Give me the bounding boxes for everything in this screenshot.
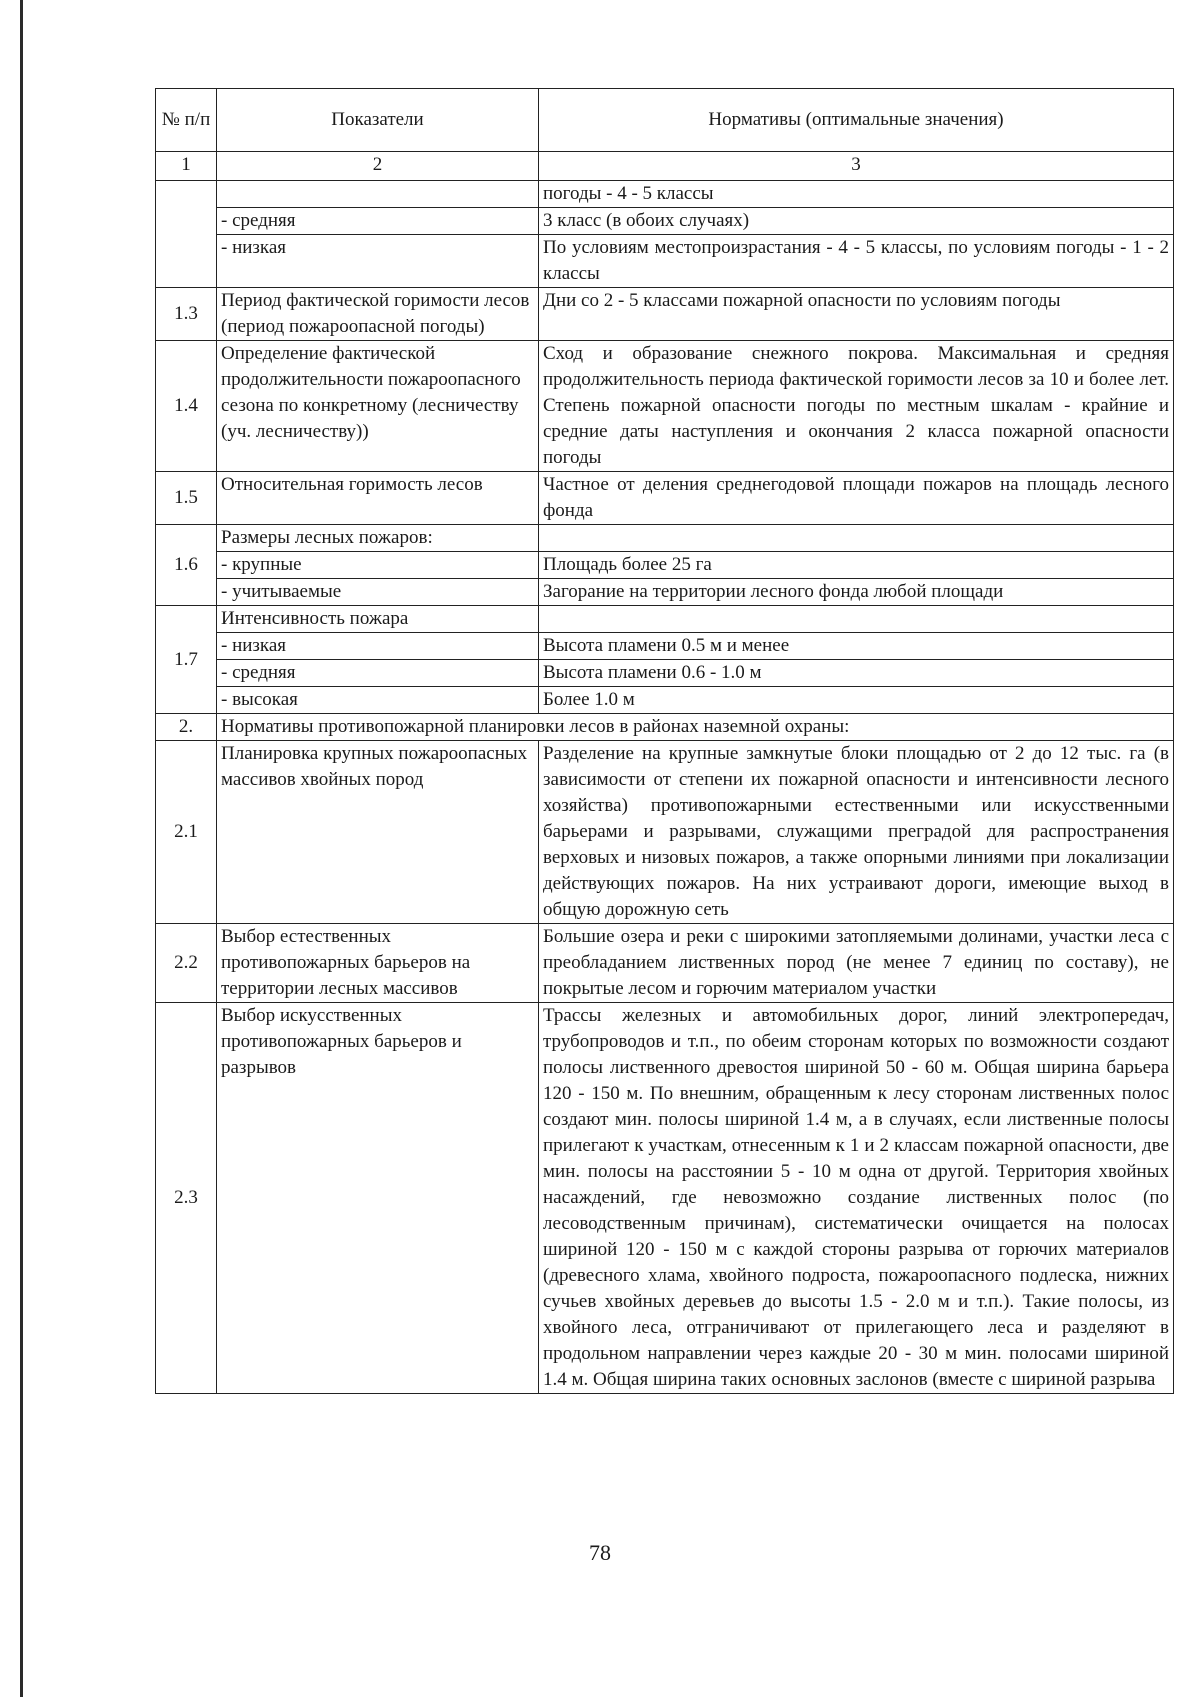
table-row [156,552,1174,579]
norm-cell [539,606,1174,633]
indicator-cell: - учитываемые [217,579,539,606]
row-num [156,181,217,288]
row-num: 1.4 [156,341,217,472]
table-row [156,235,1174,288]
table-row [156,1003,1174,1394]
indicator-cell: - средняя [217,208,539,235]
standards-table [155,88,1174,1394]
indicator-cell: Определение фактической продолжительности пожароопасного сезона по конкретному (лесничеству (уч. лесничеству)) [217,341,539,472]
header-indicators: Показатели [217,89,539,152]
norm-cell: Загорание на территории лесного фонда любой площади [539,579,1174,606]
norm-cell: 3 класс (в обоих случаях) [539,208,1174,235]
colnum-2: 2 [217,152,539,181]
table-row [156,606,1174,633]
table-row [156,208,1174,235]
indicator-cell: Размеры лесных пожаров: [217,525,539,552]
table-row [156,687,1174,714]
norm-cell: Более 1.0 м [539,687,1174,714]
indicator-cell: - крупные [217,552,539,579]
row-num: 2.2 [156,924,217,1003]
norm-cell [539,525,1174,552]
norm-cell: Высота пламени 0.6 - 1.0 м [539,660,1174,687]
norm-cell: Площадь более 25 га [539,552,1174,579]
row-num: 1.5 [156,472,217,525]
row-num: 1.7 [156,606,217,714]
indicator-cell: Выбор искусственных противопожарных барьеров и разрывов [217,1003,539,1394]
indicator-cell: Период фактической горимости лесов (период пожароопасной погоды) [217,288,539,341]
norm-cell: Дни со 2 - 5 классами пожарной опасности по условиям погоды [539,288,1174,341]
norm-cell: Разделение на крупные замкнутые блоки площадью от 2 до 12 тыс. га (в зависимости от степени их пожарной опасности и интенсивности лесного хозяйства) противопожарными естественными или искусственными барьерами и разрывами, служащими преградой для распространения верховых и низовых пожаров, а также опорными линиями при локализации действующих пожаров. На них устраивают дороги, имеющие выход в общую дорожную сеть [539,741,1174,924]
table-row [156,181,1174,208]
indicator-cell: - низкая [217,633,539,660]
column-number-row [156,152,1174,181]
norm-cell: Трассы железных и автомобильных дорог, линий электропередач, трубопроводов и т.п., по обеим сторонам которых по возможности создают полосы лиственного древостоя шириной 50 - 60 м. Общая ширина барьера 120 - 150 м. По внешним, обращенным к лесу сторонам лиственных полос создают мин. полосы шириной 1.4 м, а в случаях, если лиственные полосы прилегают к участкам, отнесенным к 1 и 2 классам пожарной опасности, две мин. полосы на расстоянии 5 - 10 м одна от другой. Территория хвойных насаждений, где невозможно создание лиственных полос (по лесоводственным причинам), систематически очищается на полосах шириной 120 - 150 м с каждой стороны разрыва от горючих материалов (древесного хлама, хвойного подроста, пожароопасного подлеска, нижних сучьев хвойных деревьев до высоты 1.5 - 2.0 м и т.п.). Такие полосы, из хвойного леса, отграничивают от прилегающего леса и разделяют в продольном направлении через каждые 20 - 30 м мин. полосами шириной 1.4 м. Общая ширина таких основных заслонов (вместе с шириной разрыва [539,1003,1174,1394]
page-number: 78 [589,1540,611,1565]
norm-cell: Высота пламени 0.5 м и менее [539,633,1174,660]
indicator-cell: - высокая [217,687,539,714]
norm-cell: Сход и образование снежного покрова. Максимальная и средняя продолжительность периода фактической горимости лесов за 10 и более лет. Степень пожарной опасности погоды по местным шкалам - крайние и средние даты наступления и окончания 2 класса пожарной опасности погоды [539,341,1174,472]
table-row [156,525,1174,552]
table-header-row [156,89,1174,152]
row-num: 2. [156,714,217,741]
scan-edge-line [20,0,23,1697]
table-row [156,660,1174,687]
indicator-cell: - средняя [217,660,539,687]
indicator-cell: Интенсивность пожара [217,606,539,633]
row-num: 2.3 [156,1003,217,1394]
indicator-cell: Относительная горимость лесов [217,472,539,525]
indicator-cell: - низкая [217,235,539,288]
table-row [156,472,1174,525]
header-num: № п/п [156,89,217,152]
colnum-3: 3 [539,152,1174,181]
row-num: 1.6 [156,525,217,606]
norm-cell: Частное от деления среднегодовой площади пожаров на площадь лесного фонда [539,472,1174,525]
colnum-1: 1 [156,152,217,181]
table-row [156,341,1174,472]
norm-cell: По условиям местопроизрастания - 4 - 5 классы, по условиям погоды - 1 - 2 классы [539,235,1174,288]
indicator-cell: Планировка крупных пожароопасных массивов хвойных пород [217,741,539,924]
table-row [156,579,1174,606]
table-row [156,633,1174,660]
indicator-cell: Выбор естественных противопожарных барьеров на территории лесных массивов [217,924,539,1003]
indicator-cell [217,181,539,208]
section-title: Нормативы противопожарной планировки лесов в районах наземной охраны: [217,714,1174,741]
row-num: 1.3 [156,288,217,341]
header-norms: Нормативы (оптимальные значения) [539,89,1174,152]
section-row [156,714,1174,741]
table-row [156,741,1174,924]
norm-cell: погоды - 4 - 5 классы [539,181,1174,208]
table-row [156,924,1174,1003]
norm-cell: Большие озера и реки с широкими затопляемыми долинами, участки леса с преобладанием лиственных пород (не менее 7 единиц по составу), не покрытые лесом и горючим материалом участки [539,924,1174,1003]
row-num: 2.1 [156,741,217,924]
table-row [156,288,1174,341]
